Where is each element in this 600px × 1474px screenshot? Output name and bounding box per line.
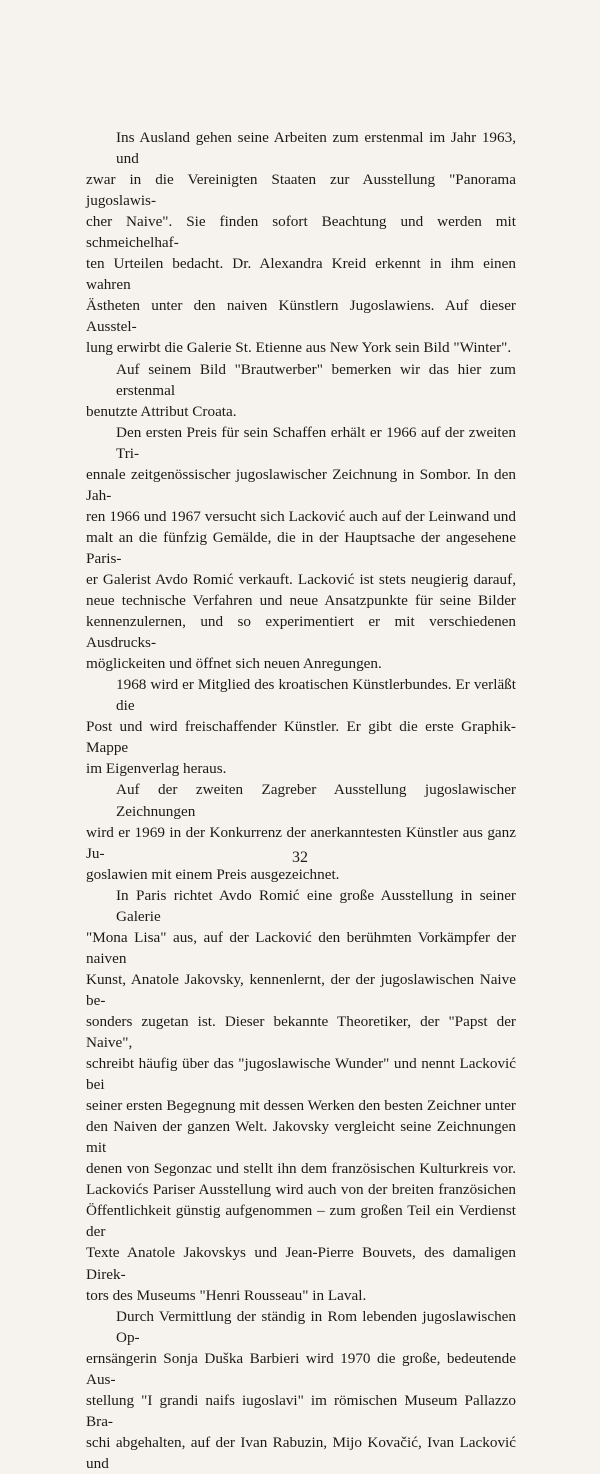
text-line: Lackovićs Pariser Ausstellung wird auch von der breiten französichen [86, 1181, 516, 1199]
text-line: kennenzulernen, und so experimentiert er mit verschiedenen Ausdrucks- [86, 613, 516, 652]
paragraph [86, 422, 516, 675]
paragraph [86, 127, 516, 359]
text-line: stellung "I grandi naifs iugoslavi" im römischen Museum Pallazzo Bra- [86, 1391, 516, 1430]
paragraph [86, 1306, 516, 1474]
text-line: Öffentlichkeit günstig aufgenommen – zum großen Teil ein Verdienst der [86, 1202, 516, 1241]
text-line: Kunst, Anatole Jakovsky, kennenlernt, der der jugoslawischen Naive be- [86, 970, 516, 1009]
text-line: goslawien mit einem Preis ausgezeichnet. [86, 865, 340, 883]
paragraph [86, 779, 516, 884]
text-line: wird er 1969 in der Konkurrenz der anerkanntesten Künstler aus ganz Ju- [86, 823, 516, 862]
text-line: Ins Ausland gehen seine Arbeiten zum erstenmal im Jahr 1963, und [116, 129, 516, 168]
text-line: Auf seinem Bild "Brautwerber" bemerken wir das hier zum erstenmal [116, 360, 516, 399]
text-line: zwar in die Vereinigten Staaten zur Ausstellung "Panorama jugoslawis- [86, 171, 516, 210]
text-line: schi abgehalten, auf der Ivan Rabuzin, Mijo Kovačić, Ivan Lacković und [86, 1433, 516, 1472]
text-line: Texte Anatole Jakovskys und Jean-Pierre Bouvets, des damaligen Direk- [86, 1244, 516, 1283]
text-line: ten Urteilen bedacht. Dr. Alexandra Kreid erkennt in ihm einen wahren [86, 255, 516, 294]
text-line: 1968 wird er Mitglied des kroatischen Künstlerbundes. Er verläßt die [116, 676, 516, 715]
text-line: er Galerist Avdo Romić verkauft. Lacković ist stets neugierig darauf, [86, 570, 516, 588]
page-number: 32 [292, 849, 308, 866]
text-line: möglickeiten und öffnet sich neuen Anregungen. [86, 655, 382, 673]
text-line: Durch Vermittlung der ständig in Rom lebenden jugoslawischen Op- [116, 1307, 516, 1346]
text-line: den Naiven der ganzen Welt. Jakovsky vergleicht seine Zeichnungen mit [86, 1118, 516, 1157]
text-line: ennale zeitgenössischer jugoslawischer Zeichnung in Sombor. In den Jah- [86, 465, 516, 504]
text-line: Auf der zweiten Zagreber Ausstellung jugoslawischer Zeichnungen [116, 781, 516, 820]
text-line: im Eigenverlag heraus. [86, 760, 227, 778]
body-text [86, 127, 516, 1474]
text-line: denen von Segonzac und stellt ihn dem französischen Kulturkreis vor. [86, 1160, 516, 1178]
text-line: ren 1966 und 1967 versucht sich Lacković auch auf der Leinwand und [86, 507, 516, 525]
text-line: schreibt häufig über das "jugoslawische Wunder" und nennt Lacković bei [86, 1055, 516, 1094]
text-line: tors des Museums "Henri Rousseau" in Laval. [86, 1286, 367, 1304]
text-line: "Mona Lisa" aus, auf der Lacković den berühmten Vorkämpfer der naiven [86, 928, 516, 967]
paragraph [86, 359, 516, 422]
text-line: malt an die fünfzig Gemälde, die in der Hauptsache der angesehene Paris- [86, 528, 516, 567]
text-line: Den ersten Preis für sein Schaffen erhält er 1966 auf der zweiten Tri- [116, 423, 516, 462]
text-line: In Paris richtet Avdo Romić eine große Ausstellung in seiner Galerie [116, 886, 516, 925]
text-line: seiner ersten Begegnung mit dessen Werken den besten Zeichner unter [86, 1097, 516, 1115]
text-line: benutzte Attribut Croata. [86, 402, 237, 420]
paragraph [86, 885, 516, 1306]
text-line: Post und wird freischaffender Künstler. Er gibt die erste Graphik-Mappe [86, 718, 516, 757]
text-line: Ästheten unter den naiven Künstlern Jugoslawiens. Auf dieser Ausstel- [86, 297, 516, 336]
text-line: sonders zugetan ist. Dieser bekannte Theoretiker, der "Papst der Naive", [86, 1012, 516, 1052]
text-line: neue technische Verfahren und neue Ansatzpunkte für seine Bilder [86, 592, 516, 610]
text-line: cher Naive". Sie finden sofort Beachtung und werden mit schmeichelhaf- [86, 213, 516, 252]
paragraph [86, 674, 516, 779]
text-line: ernsängerin Sonja Duška Barbieri wird 1970 die große, bedeutende Aus- [86, 1349, 516, 1388]
text-line: lung erwirbt die Galerie St. Etienne aus New York sein Bild "Winter". [86, 339, 512, 357]
